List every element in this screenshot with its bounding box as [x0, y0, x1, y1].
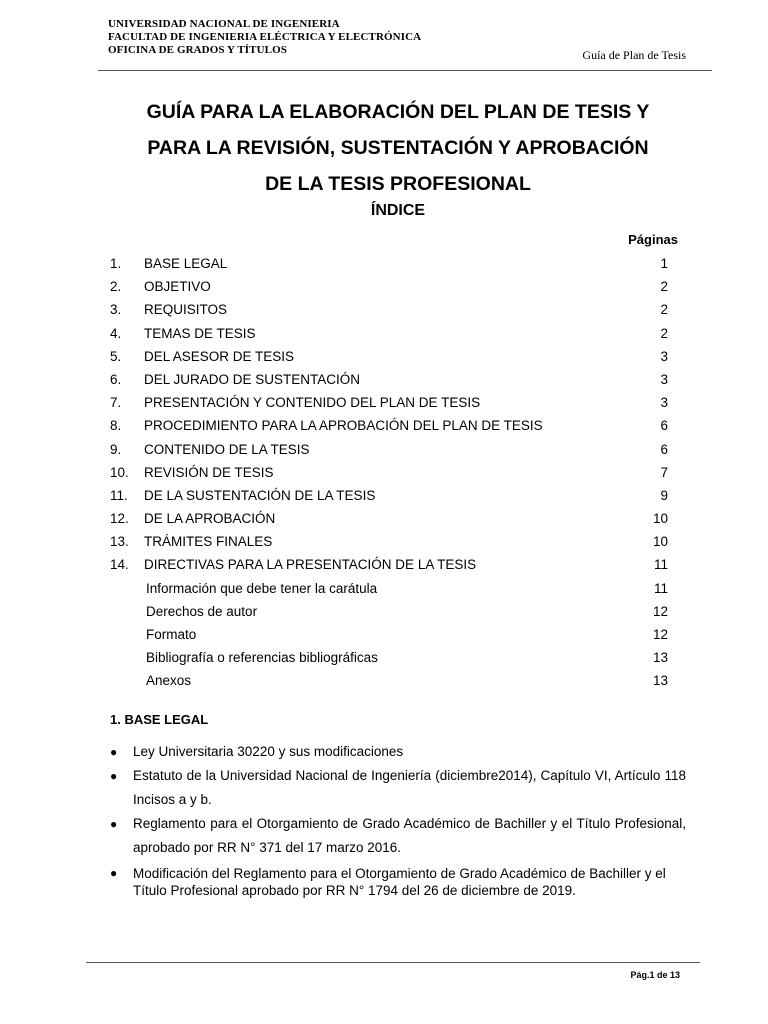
toc-entry-label: DEL ASESOR DE TESIS [144, 348, 295, 364]
list-item-text: Reglamento para el Otorgamiento de Grado Académico de Bachiller y el Título Profesional, aprobado por RR N° 371 del 17 marzo 2016. [133, 816, 686, 855]
toc-entry-number: 9. [110, 441, 122, 457]
toc-entry-page: 13 [652, 673, 668, 689]
toc-entry-page: 10 [652, 534, 668, 550]
toc-entry-label: Bibliografía o referencias bibliográficas [146, 650, 378, 666]
toc-entry-number: 6. [110, 371, 122, 387]
title-line: DE LA TESIS PROFESIONAL [265, 173, 531, 195]
toc-entry-label: Derechos de autor [146, 603, 258, 619]
toc-entry-page: 6 [660, 441, 668, 457]
toc-entry [110, 298, 668, 321]
list-item-text: Estatuto de la Universidad Nacional de Ingeniería (diciembre2014), Capítulo VI, Artículo 118 Incisos a y b. [133, 768, 686, 807]
toc-entry [110, 345, 668, 368]
list-item-text: Modificación del Reglamento para el Otorgamiento de Grado Académico de Bachiller y el Título Profesional aprobado por RR N° 1794 del 26 de diciembre de 2019. [133, 866, 666, 898]
toc-entry-label: PROCEDIMIENTO PARA LA APROBACIÓN DEL PLAN DE TESIS [144, 418, 543, 434]
document-title [100, 94, 696, 202]
toc-entry-label: CONTENIDO DE LA TESIS [144, 441, 310, 457]
toc-entry [110, 669, 668, 692]
bullet-icon: ● [110, 769, 118, 783]
toc-entry-page: 1 [660, 256, 668, 271]
toc-entry [110, 530, 668, 553]
toc-entry-number: 10. [110, 464, 129, 480]
toc-entry-page: 12 [652, 603, 668, 619]
header-divider [98, 70, 712, 71]
toc-entry-label: Formato [146, 627, 197, 642]
title-line: PARA LA REVISIÓN, SUSTENTACIÓN Y APROBACIÓN [147, 137, 649, 159]
list-item [110, 860, 686, 899]
toc-entry-number: 11. [110, 487, 128, 503]
footer-divider [86, 962, 700, 963]
toc-entry-page: 3 [660, 348, 668, 364]
toc-entry [110, 322, 668, 345]
list-item-text: Ley Universitaria 30220 y sus modificaciones [133, 744, 404, 759]
office-name: OFICINA DE GRADOS Y TÍTULOS [108, 44, 287, 56]
toc-entry [110, 275, 668, 298]
toc-entry [110, 600, 668, 623]
toc-entry-label: Información que debe tener la carátula [146, 580, 378, 596]
toc-entry [110, 507, 668, 530]
list-item [110, 764, 686, 812]
toc-entry-label: TRÁMITES FINALES [144, 534, 273, 550]
toc-entry-label: Anexos [146, 673, 192, 689]
toc-entry [110, 391, 668, 414]
pages-column-heading: Páginas [628, 232, 678, 247]
toc-entry-label: DEL JURADO DE SUSTENTACIÓN [144, 371, 361, 387]
toc-entry-label: DE LA SUSTENTACIÓN DE LA TESIS [144, 487, 376, 503]
toc-entry-number: 3. [110, 302, 122, 318]
toc-entry-page: 2 [660, 325, 668, 341]
bullet-icon: ● [110, 817, 118, 831]
toc-entry [110, 484, 668, 507]
toc-entry-number: 13. [110, 534, 129, 550]
toc-entry-page: 11 [653, 557, 668, 573]
toc-entry-number: 2. [110, 279, 122, 295]
toc-entry-page: 2 [660, 302, 668, 318]
toc-entry [110, 553, 668, 576]
toc-entry [110, 623, 668, 646]
toc-entry-label: TEMAS DE TESIS [144, 325, 256, 341]
toc-entry-number: 14. [110, 557, 129, 573]
toc-entry-number: 5. [110, 348, 122, 364]
toc-entry-label: BASE LEGAL [144, 256, 228, 271]
toc-entry-page: 11 [653, 580, 668, 596]
table-of-contents [110, 252, 668, 693]
toc-entry-label: DIRECTIVAS PARA LA PRESENTACIÓN DE LA TESIS [144, 557, 477, 573]
toc-entry-label: DE LA APROBACIÓN [144, 511, 276, 527]
toc-entry-number: 12. [110, 511, 129, 527]
list-item [110, 812, 686, 860]
toc-entry [110, 438, 668, 461]
toc-entry [110, 252, 668, 275]
toc-entry-number: 8. [110, 418, 122, 434]
toc-entry-label: REQUISITOS [144, 302, 228, 318]
bullet-icon: ● [110, 745, 118, 759]
toc-entry-label: OBJETIVO [144, 279, 211, 295]
bullet-icon: ● [110, 866, 118, 880]
toc-entry [110, 368, 668, 391]
toc-entry [110, 414, 668, 437]
toc-entry-label: REVISIÓN DE TESIS [144, 464, 274, 480]
toc-entry [110, 577, 668, 600]
index-heading: ÍNDICE [370, 202, 426, 219]
toc-entry-label: PRESENTACIÓN Y CONTENIDO DEL PLAN DE TESIS [144, 395, 481, 411]
toc-entry-page: 7 [660, 464, 668, 480]
toc-entry-page: 13 [652, 650, 668, 666]
institution-name: UNIVERSIDAD NACIONAL DE INGENIERIA [108, 18, 340, 30]
faculty-name: FACULTAD DE INGENIERIA ELÉCTRICA Y ELECTRÓNICA [108, 31, 422, 43]
document-header [108, 18, 686, 68]
toc-entry-page: 6 [660, 418, 668, 434]
toc-entry-number: 4. [110, 325, 122, 341]
legal-basis-list [110, 740, 686, 899]
toc-entry-number: 1. [110, 256, 122, 271]
section-heading: 1. BASE LEGAL [110, 712, 209, 727]
toc-entry-page: 9 [660, 487, 668, 503]
toc-entry-page: 10 [652, 511, 668, 527]
toc-entry-page: 12 [652, 627, 668, 642]
list-item [110, 740, 686, 764]
title-line: GUÍA PARA LA ELABORACIÓN DEL PLAN DE TESIS Y [146, 101, 650, 123]
document-label: Guía de Plan de Tesis [582, 48, 686, 62]
toc-entry-page: 2 [660, 279, 668, 295]
toc-entry-page: 3 [660, 395, 668, 411]
toc-entry [110, 646, 668, 669]
page-number: Pág.1 de 13 [630, 970, 680, 980]
toc-entry-page: 3 [660, 371, 668, 387]
toc-entry-number: 7. [110, 395, 122, 411]
toc-entry [110, 461, 668, 484]
